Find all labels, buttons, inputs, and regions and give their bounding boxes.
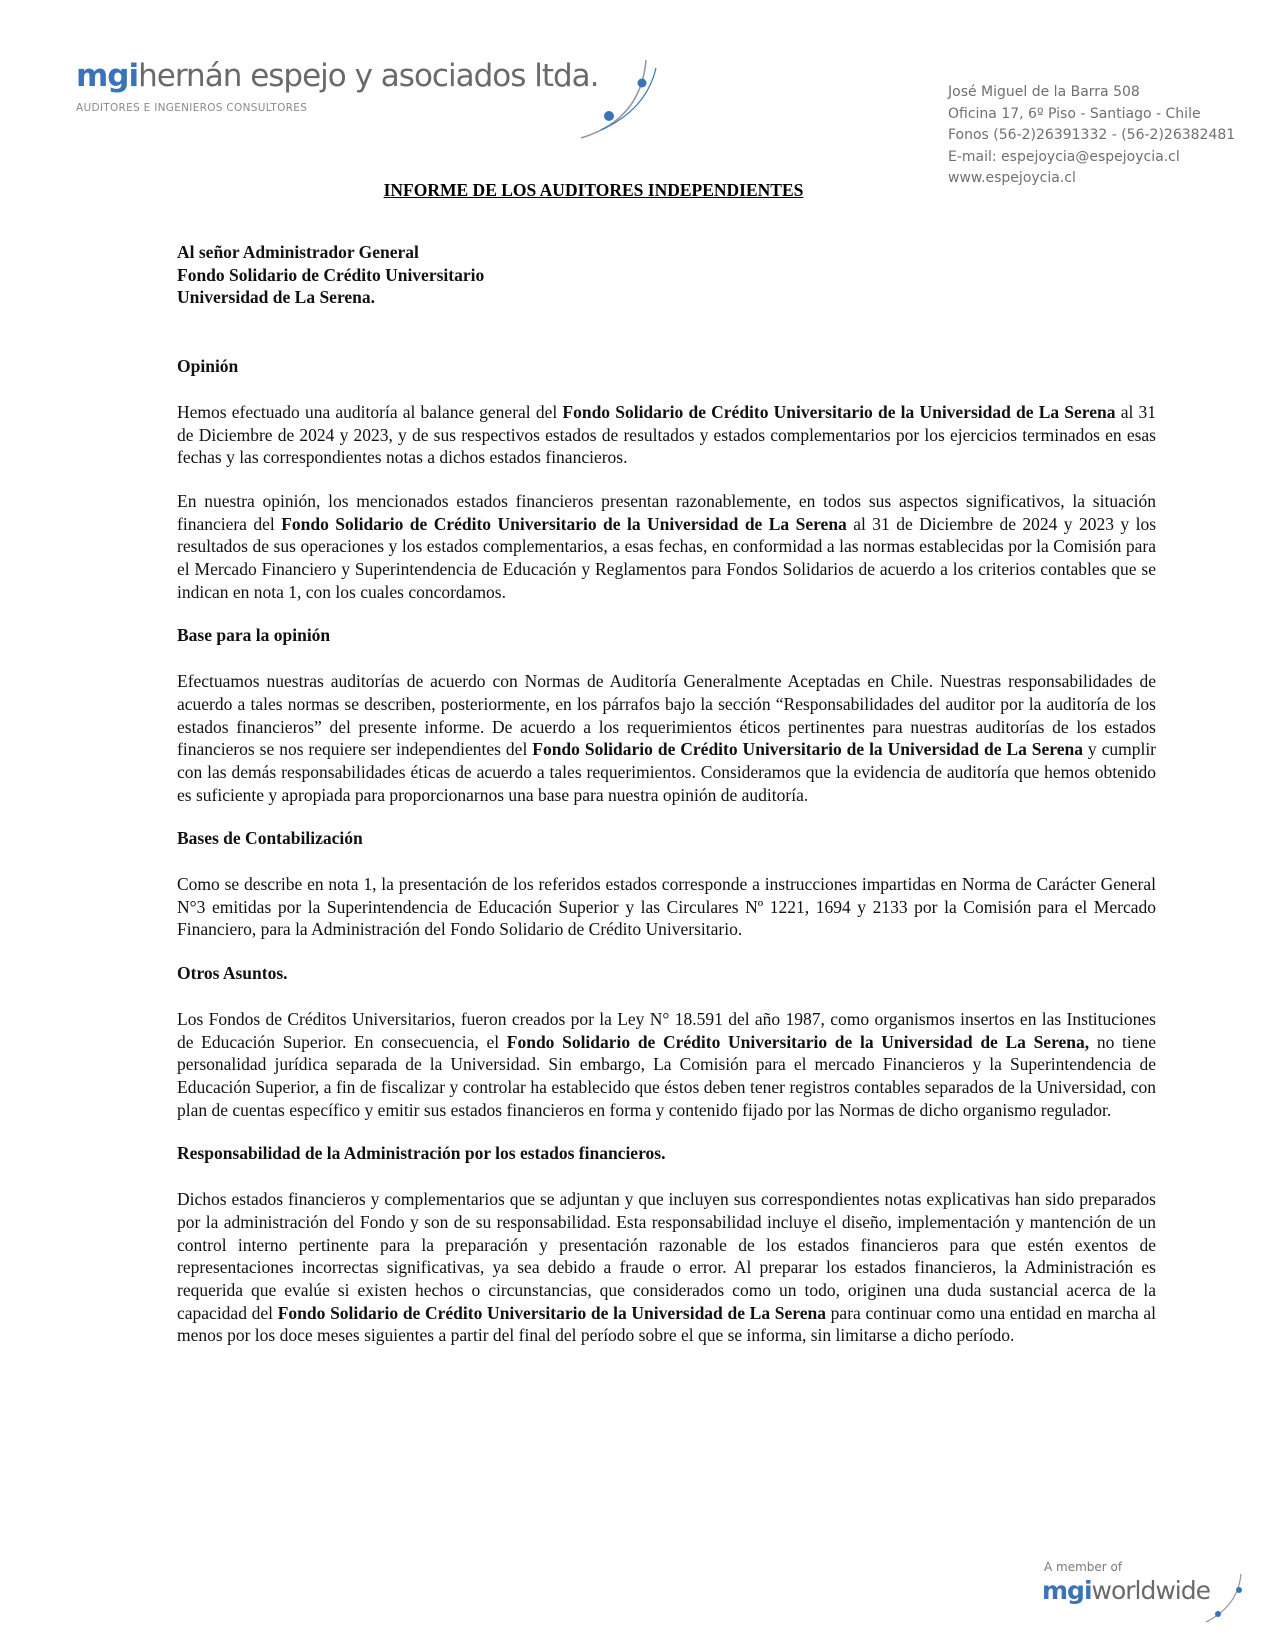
- logo-subtitle: AUDITORES E INGENIEROS CONSULTORES: [76, 102, 308, 114]
- addressee-line: Fondo Solidario de Crédito Universitario: [177, 264, 485, 285]
- addressee-line: Universidad de La Serena.: [177, 287, 376, 308]
- fund-name: Fondo Solidario de Crédito Universitario de la Universidad de La Serena,: [506, 1031, 1090, 1052]
- opinion-paragraph-1: [177, 401, 1156, 469]
- footer-name: worldwide: [1091, 1576, 1210, 1605]
- contact-email: E-mail: espejoycia@espejoycia.cl: [948, 148, 1180, 165]
- contabilizacion-paragraph: Como se describe en nota 1, la presentación de los referidos estados corresponde a instrucciones impartidas en Norma de Carácter General N°3 emitidas por la Superintendencia de Educación Superior y las Circulares Nº 1221, 1694 y 2133 por la Comisión para el Mercado Financiero, para la Administración del Fondo Solidario de Crédito Universitario.: [177, 874, 1156, 940]
- text-run: Los Fondos de Créditos Universitarios, fueron creados por la Ley N° 18.591 del año 1987, como organismos insertos en las Instituciones de Educación Superior. En consecuencia, el: [177, 1008, 1156, 1052]
- footer-wordmark: [1042, 1576, 1210, 1605]
- text-run: Hemos efectuado una auditoría al balance general del: [177, 401, 563, 422]
- logo-brand: mgi: [76, 58, 139, 94]
- fund-name: Fondo Solidario de Crédito Universitario de la Universidad de La Serena: [277, 1302, 826, 1323]
- company-logo: [76, 50, 636, 160]
- contact-website: www.espejoycia.cl: [948, 170, 1076, 186]
- footer-brand: mgi: [1042, 1576, 1092, 1605]
- footer-member-of: A member of: [1044, 1560, 1123, 1574]
- footer-swoosh-icon: [1186, 1568, 1266, 1628]
- text-run: y cumplir con las demás responsabilidades éticas de acuerdo a tales requerimientos. Consideramos que la evidencia de auditoría que hemos obtenido es suficiente y apropiada para proporcionarnos una base para nuestra opinión de auditoría.: [177, 739, 1157, 805]
- contact-address: José Miguel de la Barra 508: [948, 84, 1140, 100]
- contact-office: Oficina 17, 6º Piso - Santiago - Chile: [948, 105, 1201, 122]
- section-heading-responsabilidad: Responsabilidad de la Administración por los estados financieros.: [177, 1143, 666, 1164]
- contact-phones: Fonos (56-2)26391332 - (56-2)26382481: [948, 127, 1236, 143]
- section-heading-opinion: Opinión: [177, 356, 239, 377]
- section-heading-otros: Otros Asuntos.: [177, 963, 288, 984]
- fund-name: Fondo Solidario de Crédito Universitario de la Universidad de La Serena: [281, 513, 847, 534]
- logo-swoosh-icon: [496, 50, 696, 150]
- fund-name: Fondo Solidario de Crédito Universitario de la Universidad de La Serena: [562, 401, 1116, 422]
- text-run: Dichos estados financieros y complementarios que se adjuntan y que incluyen sus correspondientes notas explicativas han sido preparados por la administración del Fondo y son de su responsabilidad. Esta responsabilidad incluye el diseño, implementación y mantención de un control interno pertinente para la preparación y presentación razonable de los estados financieros para que estén exentos de representaciones incorrectas significativas, ya sea debido a fraude o error. Al preparar los estados financieros, la Administración es requerida que evalúe si existen hechos o circunstancias, que considerados como un todo, originen una duda sustancial acerca de la capacidad del: [177, 1189, 1156, 1323]
- otros-paragraph: [177, 1008, 1156, 1122]
- report-title: [0, 180, 1275, 201]
- opinion-paragraph-2: [177, 490, 1156, 604]
- responsabilidad-paragraph: [177, 1188, 1156, 1347]
- section-heading-contabilizacion: Bases de Contabilización: [177, 828, 363, 849]
- section-heading-base: Base para la opinión: [177, 625, 331, 646]
- text-run: para continuar como una entidad en marcha al menos por los doce meses siguientes a partir del final del período sobre el que se informa, sin limitarse a dicho período.: [177, 1302, 1157, 1346]
- text-run: al 31 de Diciembre de 2024 y 2023, y de sus respectivos estados de resultados y estados complementarios por los ejercicios terminados en esas fechas y las correspondientes notas a dichos estados financieros.: [177, 401, 1156, 468]
- text-run: Efectuamos nuestras auditorías de acuerdo con Normas de Auditoría Generalmente Aceptadas en Chile. Nuestras responsabilidades de acuerdo a tales normas se describen, posteriormente, en los párrafos bajo la sección “Responsabilidades del auditor por la auditoría de los estados financieros” del presente informe. De acuerdo a los requerimientos éticos pertinentes para nuestras auditorías de los estados financieros se nos requiere ser independientes del: [177, 671, 1156, 760]
- footer-logo: [1036, 1560, 1266, 1640]
- addressee-block: [177, 241, 1156, 309]
- base-paragraph: [177, 670, 1156, 806]
- text-run: no tiene personalidad jurídica separada de la Universidad. Sin embargo, La Comisión para el mercado Financieros y la Superintendencia de Educación Superior, a fin de fiscalizar y controlar ha establecido que éstos deben tener registros contables separados de la Universidad, con plan de cuentas específico y emitir sus estados financieros en forma y contenido fijado por las Normas de dicho organismo regulador.: [177, 1031, 1156, 1120]
- fund-name: Fondo Solidario de Crédito Universitario de la Universidad de La Serena: [532, 739, 1083, 760]
- logo-name: hernán espejo y asociados ltda.: [138, 58, 599, 94]
- text-run: En nuestra opinión, los mencionados estados financieros presentan razonablemente, en todos sus aspectos significativos, la situación financiera del: [177, 490, 1156, 534]
- contact-block: [948, 82, 1268, 190]
- text-run: al 31 de Diciembre de 2024 y 2023 y los resultados de sus operaciones y los estados complementarios, a esas fechas, en conformidad a las normas establecidas por la Comisión para el Mercado Financiero y Superintendencia de Educación y Reglamentos para Fondos Solidarios de acuerdo a los criterios contables que se indican en nota 1, con los cuales concordamos.: [177, 513, 1157, 602]
- report-title-text: INFORME DE LOS AUDITORES INDEPENDIENTES: [383, 180, 804, 200]
- addressee-line: Al señor Administrador General: [177, 242, 419, 262]
- report-body: [177, 241, 1156, 1347]
